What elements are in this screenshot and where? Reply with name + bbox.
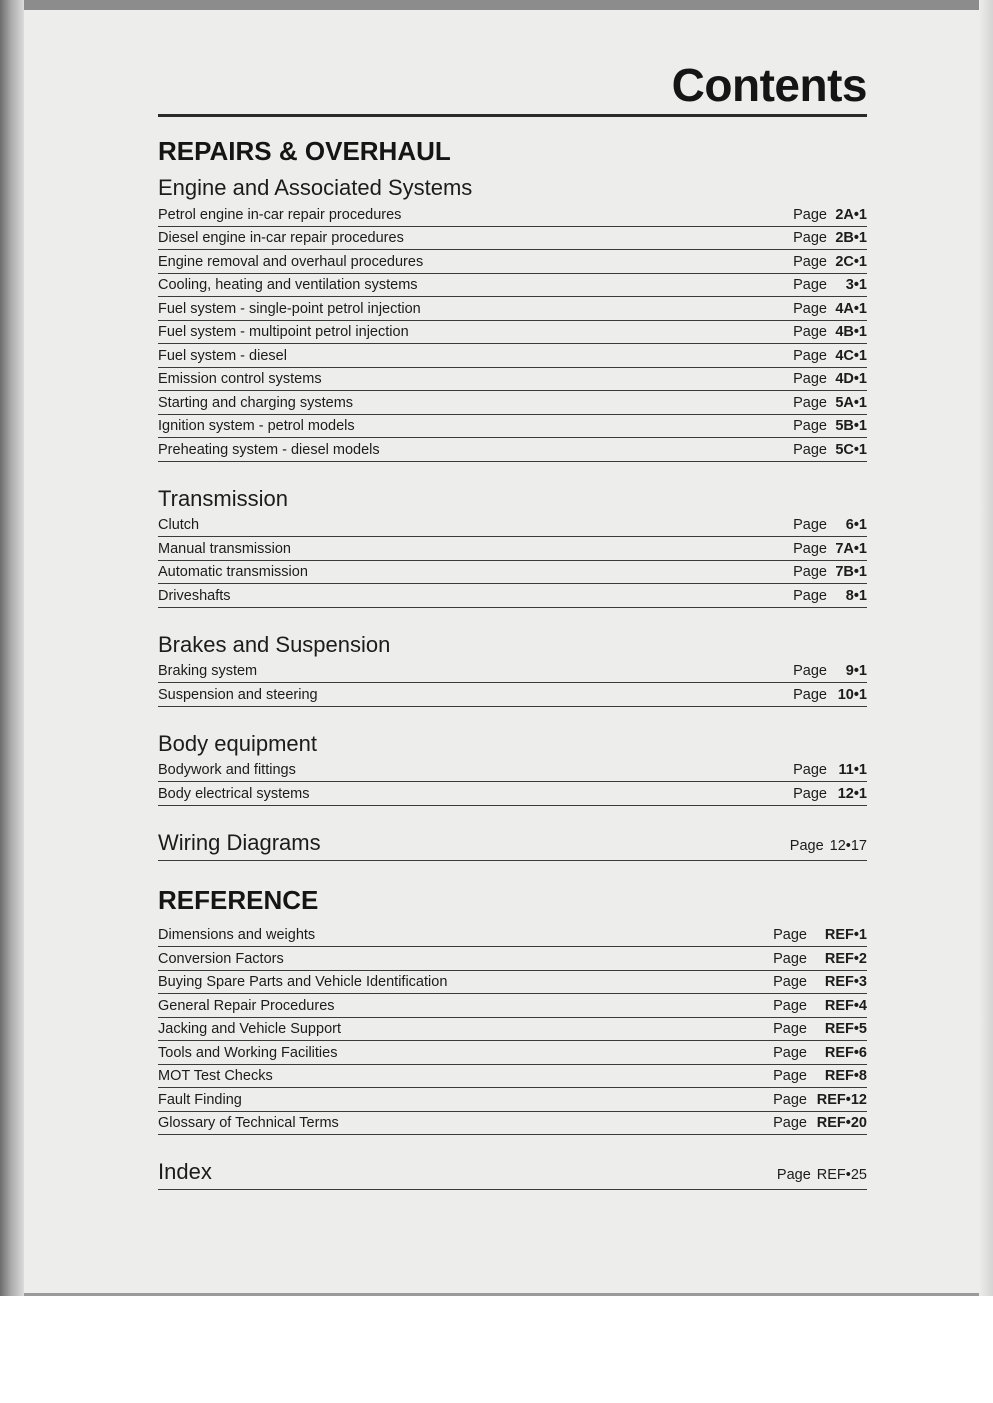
page-word: Page — [773, 927, 807, 943]
page-number: REF•20 — [816, 1115, 867, 1131]
page-number: REF•8 — [824, 1068, 867, 1084]
toc-entry-label: Buying Spare Parts and Vehicle Identification — [158, 974, 448, 990]
toc-section — [158, 175, 867, 462]
toc-entry-1-1[interactable] — [158, 537, 867, 561]
wiring-diagrams-title: Wiring Diagrams — [158, 829, 321, 855]
page-word: Page — [773, 950, 807, 967]
toc-entry-ref-4[interactable] — [158, 1018, 867, 1042]
toc-entry-2-0[interactable] — [158, 660, 867, 684]
page-word: Page — [773, 1021, 807, 1037]
toc-entry-ref — [793, 254, 867, 270]
page-word: Page — [773, 1115, 807, 1131]
toc-entry-label: Conversion Factors — [158, 950, 284, 967]
toc-entry-ref — [793, 762, 867, 778]
toc-entry-ref — [793, 588, 867, 604]
toc-entry-ref-7[interactable] — [158, 1088, 867, 1112]
page-number: 4A•1 — [835, 300, 867, 317]
page-word: Page — [793, 253, 827, 270]
toc-entry-ref — [773, 951, 867, 967]
page-word: Page — [793, 540, 827, 557]
toc-entry-ref — [773, 927, 867, 943]
toc-entry-ref-3[interactable] — [158, 994, 867, 1018]
toc-entry-ref — [793, 371, 867, 387]
toc-entry-label: Starting and charging systems — [158, 394, 354, 411]
toc-entry-ref — [793, 541, 867, 557]
toc-entry-0-9[interactable] — [158, 415, 867, 439]
page-number: 5C•1 — [835, 441, 867, 458]
toc-entry-1-2[interactable] — [158, 561, 867, 585]
page-number: REF•5 — [824, 1021, 867, 1037]
toc-entry-ref — [793, 230, 867, 246]
wiring-diagrams-row[interactable] — [158, 830, 867, 861]
page-number: REF•12 — [816, 1091, 867, 1108]
toc-entry-label: Body electrical systems — [158, 785, 310, 802]
toc-entry-ref — [793, 786, 867, 802]
toc-entry-ref — [773, 974, 867, 990]
toc-entry-label: Ignition system - petrol models — [158, 418, 355, 434]
section-title: Engine and Associated Systems — [158, 175, 473, 200]
toc-entry-0-2[interactable] — [158, 250, 867, 274]
toc-entry-ref — [773, 1115, 867, 1131]
page-word: Page — [793, 394, 827, 411]
toc-entry-label: Driveshafts — [158, 587, 231, 604]
toc-entry-ref-2[interactable] — [158, 971, 867, 995]
page-word: Page — [793, 300, 827, 317]
toc-entry-0-5[interactable] — [158, 321, 867, 345]
toc-entry-1-3[interactable] — [158, 584, 867, 608]
page-number: REF•2 — [824, 950, 867, 967]
toc-entry-label: Automatic transmission — [158, 564, 308, 580]
toc-entry-ref — [773, 1068, 867, 1084]
toc-entry-label: Clutch — [158, 517, 200, 533]
page-word: Page — [776, 1167, 811, 1183]
page-number: 10•1 — [837, 686, 867, 703]
page-word: Page — [793, 564, 827, 580]
section-title: Body equipment — [158, 730, 317, 756]
toc-entry-label: Engine removal and overhaul procedures — [158, 253, 424, 270]
page-word: Page — [773, 997, 807, 1014]
page-number: 11•1 — [838, 762, 867, 778]
index-ref — [777, 1167, 867, 1185]
toc-entry-ref — [793, 564, 867, 580]
toc-entry-label: Fuel system - single-point petrol injection — [158, 300, 421, 317]
toc-entry-label: Fuel system - multipoint petrol injection — [158, 324, 409, 340]
page-title: Contents — [671, 59, 867, 111]
toc-entry-0-3[interactable] — [158, 274, 867, 298]
index-row[interactable] — [158, 1159, 867, 1190]
toc-entry-0-1[interactable] — [158, 227, 867, 251]
page-number: REF•3 — [824, 974, 867, 990]
section-title: Brakes and Suspension — [158, 631, 391, 657]
toc-entry-ref-6[interactable] — [158, 1065, 867, 1089]
reference-entries — [158, 924, 867, 1136]
toc-entry-3-0[interactable] — [158, 759, 867, 783]
toc-entry-label: Preheating system - diesel models — [158, 441, 380, 458]
page-number: REF•6 — [824, 1044, 867, 1061]
wiring-diagrams-ref — [790, 838, 867, 856]
page-word: Page — [793, 762, 827, 778]
toc-entry-label: Bodywork and fittings — [158, 762, 296, 778]
scan-right-edge — [979, 0, 993, 1296]
toc-entry-ref — [793, 442, 867, 458]
toc-entry-ref — [773, 1045, 867, 1061]
page-number: 8•1 — [845, 587, 867, 604]
toc-entry-ref — [793, 517, 867, 533]
toc-entry-ref — [793, 324, 867, 340]
toc-entry-label: Cooling, heating and ventilation systems — [158, 277, 418, 293]
page-word: Page — [773, 974, 807, 990]
page-number: 2B•1 — [835, 230, 867, 246]
repairs-sections — [158, 175, 867, 806]
toc-entry-0-10[interactable] — [158, 438, 867, 462]
toc-entry-ref — [793, 418, 867, 434]
repairs-heading: REPAIRS & OVERHAUL — [158, 136, 451, 166]
toc-entry-1-0[interactable] — [158, 514, 867, 538]
toc-entry-label: Manual transmission — [158, 540, 291, 557]
toc-entry-label: Braking system — [158, 663, 258, 679]
toc-entry-ref — [793, 395, 867, 411]
page-word: Page — [793, 517, 827, 533]
section-title: Transmission — [158, 485, 288, 511]
page-word: Page — [793, 785, 827, 802]
page-word: Page — [793, 441, 827, 458]
toc-entry-label: Fuel system - diesel — [158, 347, 287, 364]
toc-entry-ref — [773, 1092, 867, 1108]
title-rule — [158, 114, 867, 117]
toc-entry-ref — [793, 687, 867, 703]
page-number: 5A•1 — [835, 394, 867, 411]
page-word: Page — [793, 663, 827, 679]
scan-binding-shadow — [0, 0, 24, 1296]
toc-entry-ref — [773, 998, 867, 1014]
toc-entry-ref-0[interactable] — [158, 924, 867, 948]
reference-heading: REFERENCE — [158, 884, 319, 915]
page-word: Page — [789, 837, 824, 854]
page-number: 2C•1 — [835, 253, 867, 270]
page-word: Page — [773, 1091, 807, 1108]
page-word: Page — [793, 347, 827, 364]
toc-entry-ref-8[interactable] — [158, 1112, 867, 1136]
toc-entry-2-1[interactable] — [158, 683, 867, 707]
toc-entry-label: Emission control systems — [158, 371, 322, 387]
toc-entry-label: Tools and Working Facilities — [158, 1044, 338, 1061]
wiring-diagrams-page: 12•17 — [829, 837, 867, 854]
page-number: 9•1 — [845, 663, 867, 679]
toc-entry-label: Suspension and steering — [158, 686, 318, 703]
index-title: Index — [158, 1159, 212, 1184]
page-number: 7B•1 — [835, 564, 867, 580]
toc-entry-0-8[interactable] — [158, 391, 867, 415]
page-word: Page — [793, 418, 827, 434]
page-number: 12•1 — [837, 785, 867, 802]
toc-entry-label: Dimensions and weights — [158, 927, 316, 943]
page-word: Page — [793, 324, 827, 340]
toc-entry-ref — [793, 301, 867, 317]
page-word: Page — [793, 277, 827, 293]
toc-entry-0-7[interactable] — [158, 368, 867, 392]
page-word: Page — [793, 230, 827, 246]
toc-entry-0-0[interactable] — [158, 203, 867, 227]
page-word: Page — [773, 1044, 807, 1061]
page-word: Page — [793, 206, 827, 223]
toc-entry-ref — [793, 277, 867, 293]
toc-entry-label: Jacking and Vehicle Support — [158, 1021, 341, 1037]
scan-top-edge — [0, 0, 993, 10]
toc-section — [158, 731, 867, 806]
page-word: Page — [793, 371, 827, 387]
toc-section — [158, 632, 867, 707]
toc-entry-label: Glossary of Technical Terms — [158, 1115, 339, 1131]
toc-entry-label: Diesel engine in-car repair procedures — [158, 230, 404, 246]
page-number: 3•1 — [845, 277, 867, 293]
toc-entry-label: Petrol engine in-car repair procedures — [158, 206, 402, 223]
toc-entry-0-6[interactable] — [158, 344, 867, 368]
toc-entry-ref-5[interactable] — [158, 1041, 867, 1065]
toc-entry-ref — [793, 663, 867, 679]
page-word: Page — [793, 686, 827, 703]
toc-entry-3-1[interactable] — [158, 782, 867, 806]
page-number: 4D•1 — [835, 371, 867, 387]
page-number: REF•4 — [824, 997, 867, 1014]
page-number: 4C•1 — [835, 347, 867, 364]
page-word: Page — [773, 1068, 807, 1084]
page-number: 6•1 — [845, 517, 867, 533]
page-number: REF•1 — [824, 927, 867, 943]
toc-section — [158, 486, 867, 608]
contents-list — [158, 122, 867, 1214]
toc-entry-ref — [773, 1021, 867, 1037]
toc-entry-ref — [793, 348, 867, 364]
toc-entry-label: Fault Finding — [158, 1091, 242, 1108]
toc-entry-ref — [793, 207, 867, 223]
toc-entry-label: General Repair Procedures — [158, 997, 335, 1014]
page-number: 5B•1 — [835, 418, 867, 434]
index-page: REF•25 — [816, 1167, 867, 1183]
toc-entry-label: MOT Test Checks — [158, 1068, 273, 1084]
toc-entry-0-4[interactable] — [158, 297, 867, 321]
page-number: 4B•1 — [835, 324, 867, 340]
page-number: 2A•1 — [835, 206, 867, 223]
toc-entry-ref-1[interactable] — [158, 947, 867, 971]
page-word: Page — [793, 587, 827, 604]
page-number: 7A•1 — [835, 540, 867, 557]
